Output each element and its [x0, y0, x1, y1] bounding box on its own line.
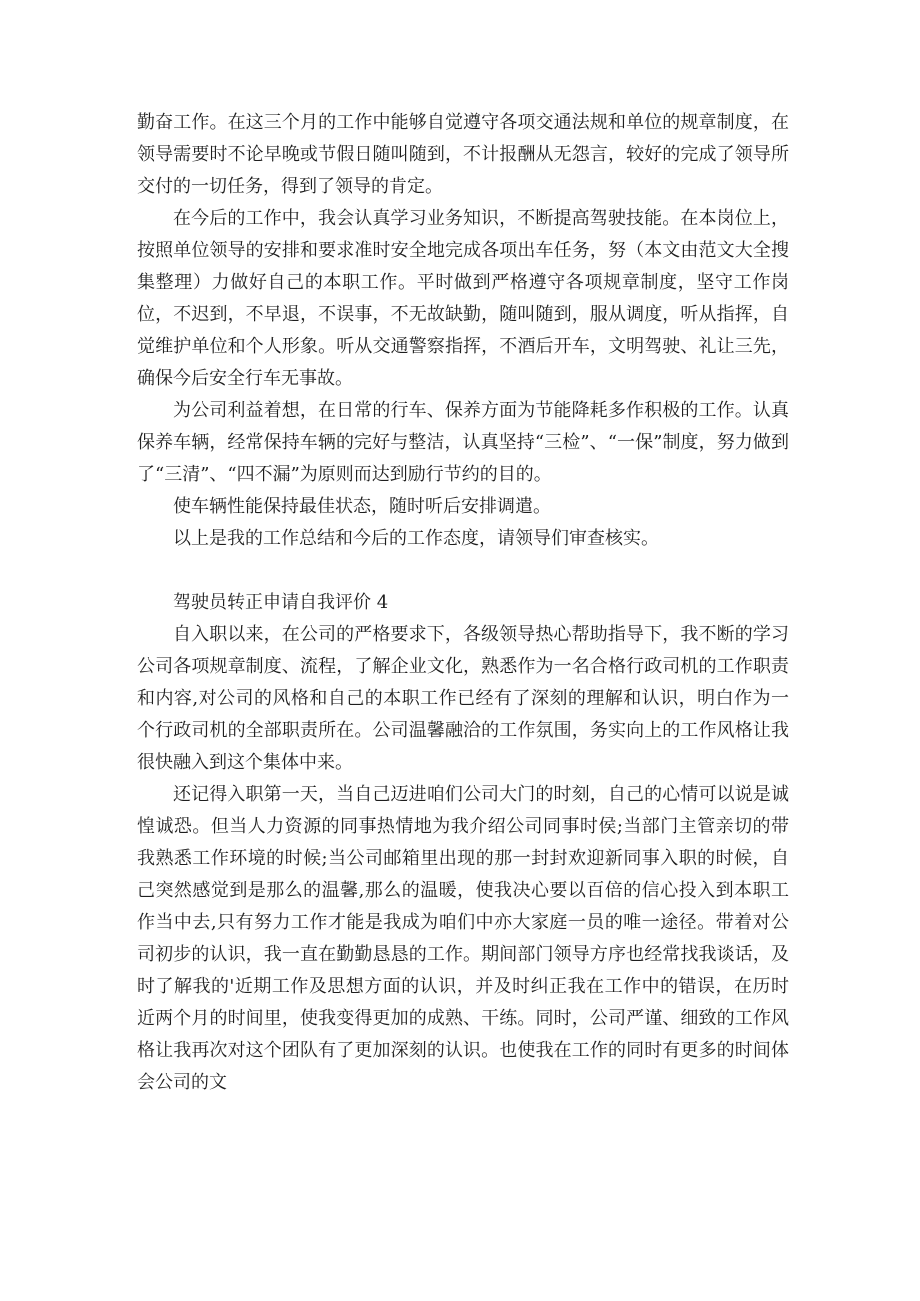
- section-gap: [137, 555, 789, 587]
- paragraph: 在今后的工作中，我会认真学习业务知识，不断提高驾驶技能。在本岗位上，按照单位领导的安排和要求准时安全地完成各项出车任务，努（本文由范文大全搜集整理）力做好自己的本职工作。平时做到严格遵守各项规章制度，坚守工作岗位，不迟到，不早退，不误事，不无故缺勤，随叫随到，服从调度，听从指挥，自觉维护单位和个人形象。听从交通警察指挥，不酒后开车，文明驾驶、礼让三先，确保今后安全行车无事故。: [137, 208, 789, 389]
- paragraph: 使车辆性能保持最佳状态，随时听后安排调遣。: [173, 496, 551, 517]
- paragraph: 为公司利益着想，在日常的行车、保养方面为节能降耗多作积极的工作。认真保养车辆，经常保持车辆的完好与整洁，认真坚持“三检”、“一保”制度，努力做到了“三清”、“四不漏”为原则而达到励行节约的目的。: [137, 400, 789, 485]
- paragraph: 以上是我的工作总结和今后的工作态度，请领导们审查核实。: [173, 528, 659, 549]
- section-heading: 驾驶员转正申请自我评价 4: [173, 592, 389, 613]
- paragraph: 自入职以来，在公司的严格要求下，各级领导热心帮助指导下，我不断的学习公司各项规章制度、流程，了解企业文化，熟悉作为一名合格行政司机的工作职责和内容,对公司的风格和自己的本职工作已经有了深刻的理解和认识，明白作为一个行政司机的全部职责所在。公司温馨融洽的工作氛围，务实向上的工作风格让我很快融入到这个集体中来。: [137, 624, 789, 773]
- document-body: [137, 107, 789, 1099]
- paragraph-continued: 勤奋工作。在这三个月的工作中能够自觉遵守各项交通法规和单位的规章制度，在领导需要时不论早晚或节假日随叫随到，不计报酬从无怨言，较好的完成了领导所交付的一切任务，得到了领导的肯定。: [137, 112, 789, 197]
- paragraph: 还记得入职第一天，当自己迈进咱们公司大门的时刻，自己的心情可以说是诚惶诚恐。但当人力资源的同事热情地为我介绍公司同事时侯;当部门主管亲切的带我熟悉工作环境的时候;当公司邮箱里出现的那一封封欢迎新同事入职的时候，自己突然感觉到是那么的温馨,那么的温暖，使我决心要以百倍的信心投入到本职工作当中去,只有努力工作才能是我成为咱们中亦大家庭一员的唯一途径。带着对公司初步的认识，我一直在勤勤恳恳的工作。期间部门领导方序也经常找我谈话，及时了解我的'近期工作及思想方面的认识，并及时纠正我在工作中的错误，在历时近两个月的时间里，使我变得更加的成熟、干练。同时，公司严谨、细致的工作风格让我再次对这个团队有了更加深刻的认识。也使我在工作的同时有更多的时间体会公司的文: [137, 784, 789, 1093]
